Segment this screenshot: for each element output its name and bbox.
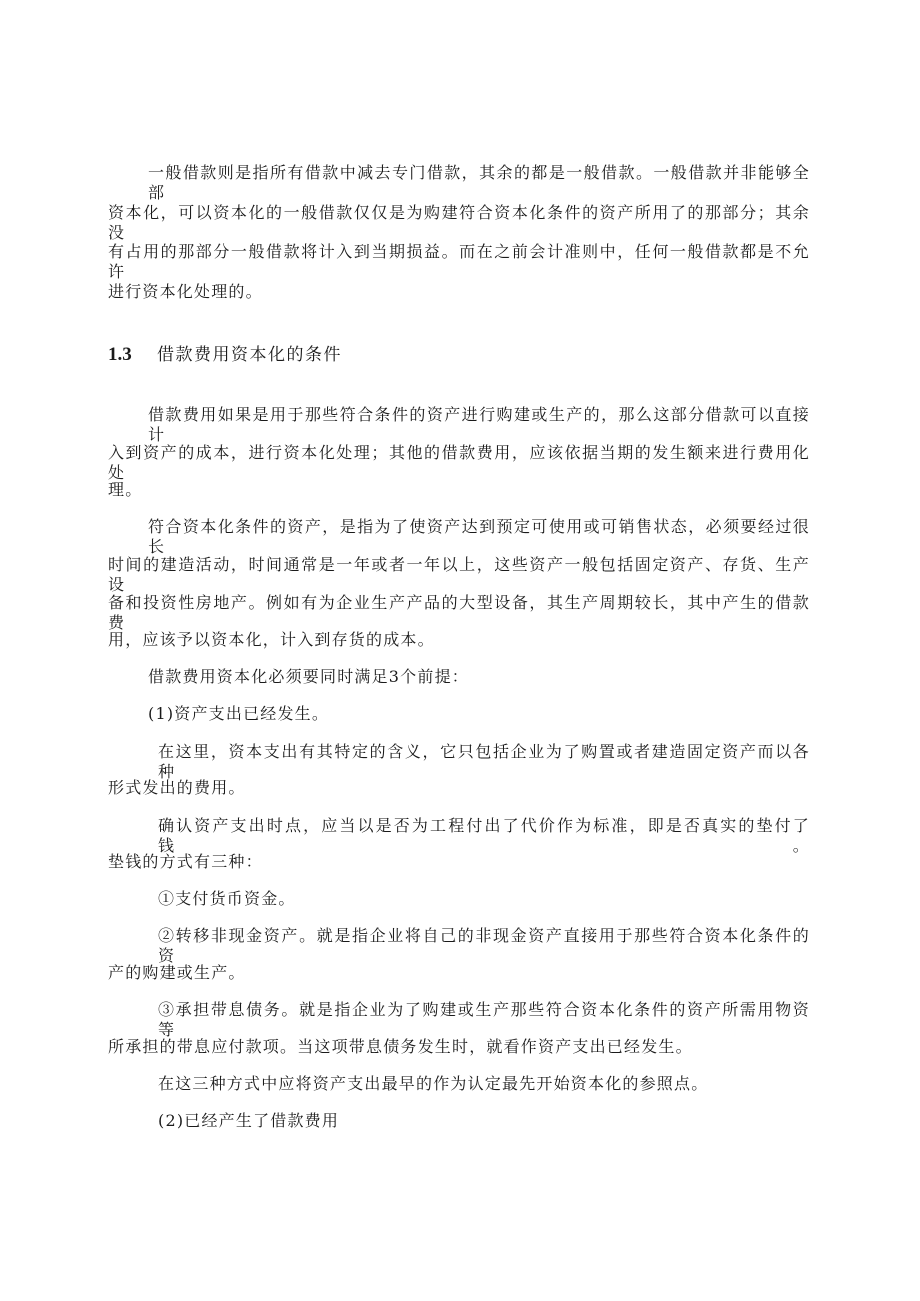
method-1: ①支付货币资金。 xyxy=(158,889,296,908)
condition-1: (1)资产支出已经发生。 xyxy=(148,704,330,723)
paragraph-line: 形式发出的费用。 xyxy=(108,778,246,797)
section-title: 借款费用资本化的条件 xyxy=(157,345,342,365)
paragraph-line: 符合资本化条件的资产，是指为了使资产达到预定可使用或可销售状态，必须要经过很长 xyxy=(148,517,810,556)
paragraph-line: 入到资产的成本，进行资本化处理；其他的借款费用，应该依据当期的发生额来进行费用化处 xyxy=(108,443,810,482)
method-2-line: ②转移非现金资产。就是指企业将自己的非现金资产直接用于那些符合资本化条件的资 xyxy=(158,926,810,965)
paragraph-line: 备和投资性房地产。例如有为企业生产产品的大型设备，其生产周期较长，其中产生的借款费 xyxy=(108,593,810,632)
paragraph-line: 有占用的那部分一般借款将计入到当期损益。而在之前会计准则中，任何一般借款都是不允许 xyxy=(108,242,810,281)
paragraph-line: 垫钱的方式有三种： xyxy=(108,852,263,871)
paragraph-line: 用，应该予以资本化，计入到存货的成本。 xyxy=(108,630,435,649)
paragraph-line: 进行资本化处理的。 xyxy=(108,282,263,301)
paragraph-line: 在这里，资本支出有其特定的含义，它只包括企业为了购置或者建造固定资产而以各种 xyxy=(158,742,810,781)
condition-2: (2)已经产生了借款费用 xyxy=(158,1111,340,1130)
premise-intro: 借款费用资本化必须要同时满足3个前提： xyxy=(148,667,469,686)
paragraph-line: 理。 xyxy=(108,480,143,499)
paragraph-line: 确认资产支出时点，应当以是否为工程付出了代价作为标准，即是否真实的垫付了钱。 xyxy=(158,816,810,855)
method-3-line: ③承担带息债务。就是指企业为了购建或生产那些符合资本化条件的资产所需用物资等 xyxy=(158,1000,810,1039)
paragraph-line: 资本化，可以资本化的一般借款仅仅是为购建符合资本化条件的资产所用了的那部分；其余没 xyxy=(108,203,810,242)
paragraph-line: 借款费用如果是用于那些符合条件的资产进行购建或生产的，那么这部分借款可以直接计 xyxy=(148,405,810,444)
section-number: 1.3 xyxy=(108,344,132,365)
paragraph-line: 时间的建造活动，时间通常是一年或者一年以上，这些资产一般包括固定资产、存货、生产设 xyxy=(108,555,810,594)
earliest-point: 在这三种方式中应将资产支出最早的作为认定最先开始资本化的参照点。 xyxy=(158,1074,709,1093)
method-2-line: 产的购建或生产。 xyxy=(108,963,246,982)
paragraph-line: 一般借款则是指所有借款中减去专门借款，其余的都是一般借款。一般借款并非能够全部 xyxy=(148,163,810,202)
method-3-line: 所承担的带息应付款项。当这项带息债务发生时，就看作资产支出已经发生。 xyxy=(108,1037,693,1056)
